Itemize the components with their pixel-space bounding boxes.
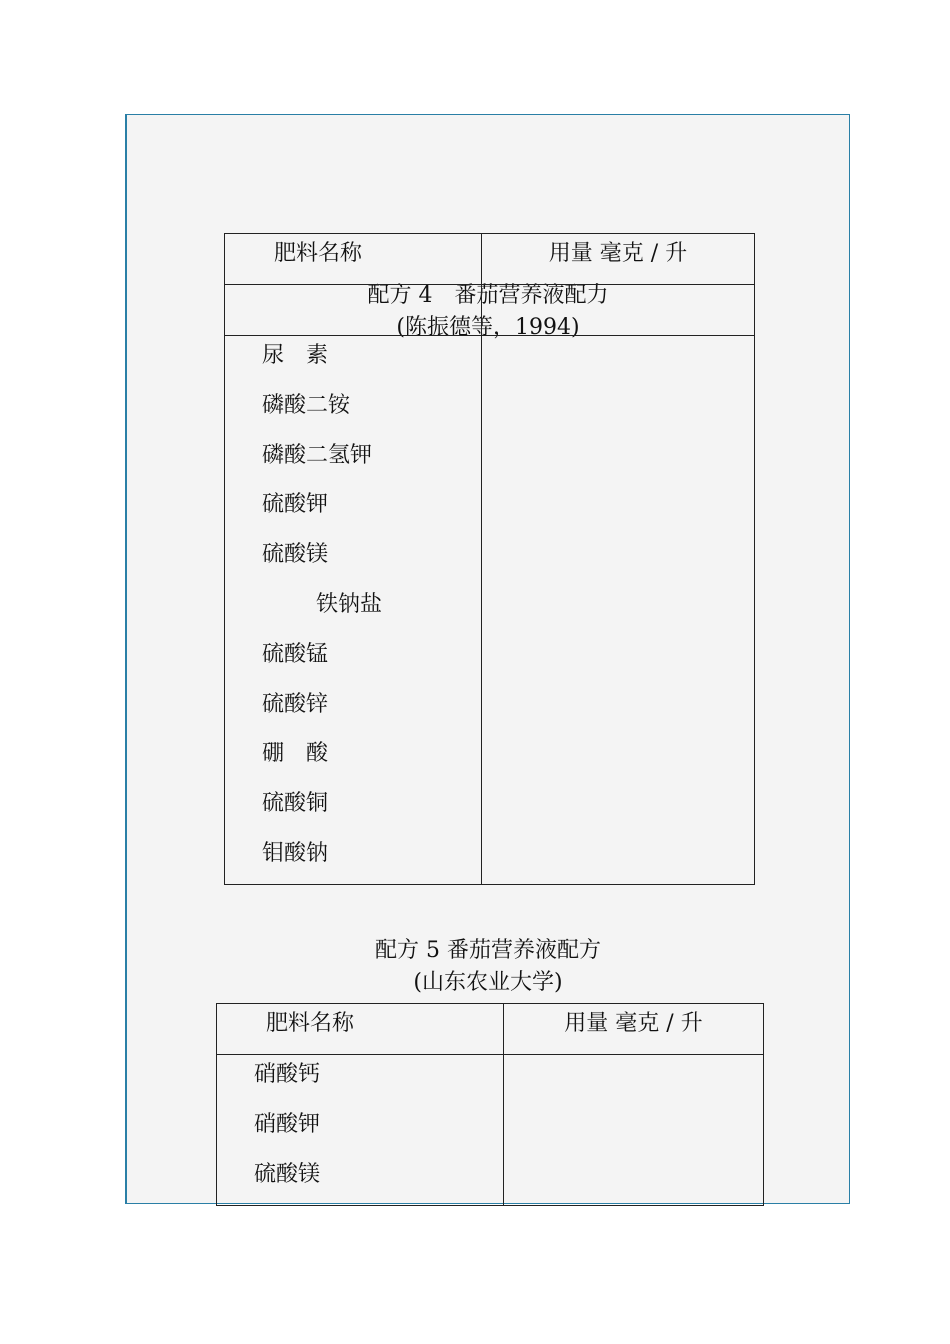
list-item: 硝酸钾 [254,1112,321,1137]
list-item: 尿 素 [262,343,329,368]
amount-cell [504,1055,764,1206]
list-item: 硫酸铜 [262,791,329,817]
list-item: 磷酸二铵 [262,392,351,418]
table-header-row [225,234,755,285]
formula5-subtitle: (山东农业大学) [413,970,563,995]
column-header-amount: 用量 毫克 / 升 [482,234,755,285]
table-row-blank [225,285,755,336]
list-item: 铁钠盐 [316,591,383,617]
column-header-name: 肥料名称 [217,1004,504,1055]
list-item: 磷酸二氢钾 [262,442,373,468]
formula4-table [224,233,755,885]
formula4-title: 配方 4 番茄营养液配力 [367,283,609,308]
document-panel [125,114,850,1204]
table-header-row [217,1004,764,1055]
column-header-name: 肥料名称 [225,234,482,285]
list-item: 硫酸锌 [262,691,329,717]
list-item: 硼 酸 [262,741,329,767]
list-item: 硝酸钙 [254,1062,321,1087]
list-item: 硫酸镁 [254,1162,321,1187]
table-row-items [225,336,755,885]
blank-cell [225,285,482,336]
table-row-items [217,1055,764,1206]
fertilizer-list [225,336,482,885]
fertilizer-list [217,1055,504,1206]
formula4-subtitle: (陈振德等，1994) [396,315,580,340]
amount-cell [482,336,755,885]
formula5-title: 配方 5 番茄营养液配方 [375,938,601,963]
formula5-table [216,1003,764,1206]
list-item: 硫酸锰 [262,641,329,667]
column-header-amount: 用量 毫克 / 升 [504,1004,764,1055]
list-item: 硫酸钾 [262,492,329,518]
blank-cell [482,285,755,336]
list-item: 钼酸钠 [262,840,329,866]
list-item: 硫酸镁 [262,542,329,568]
